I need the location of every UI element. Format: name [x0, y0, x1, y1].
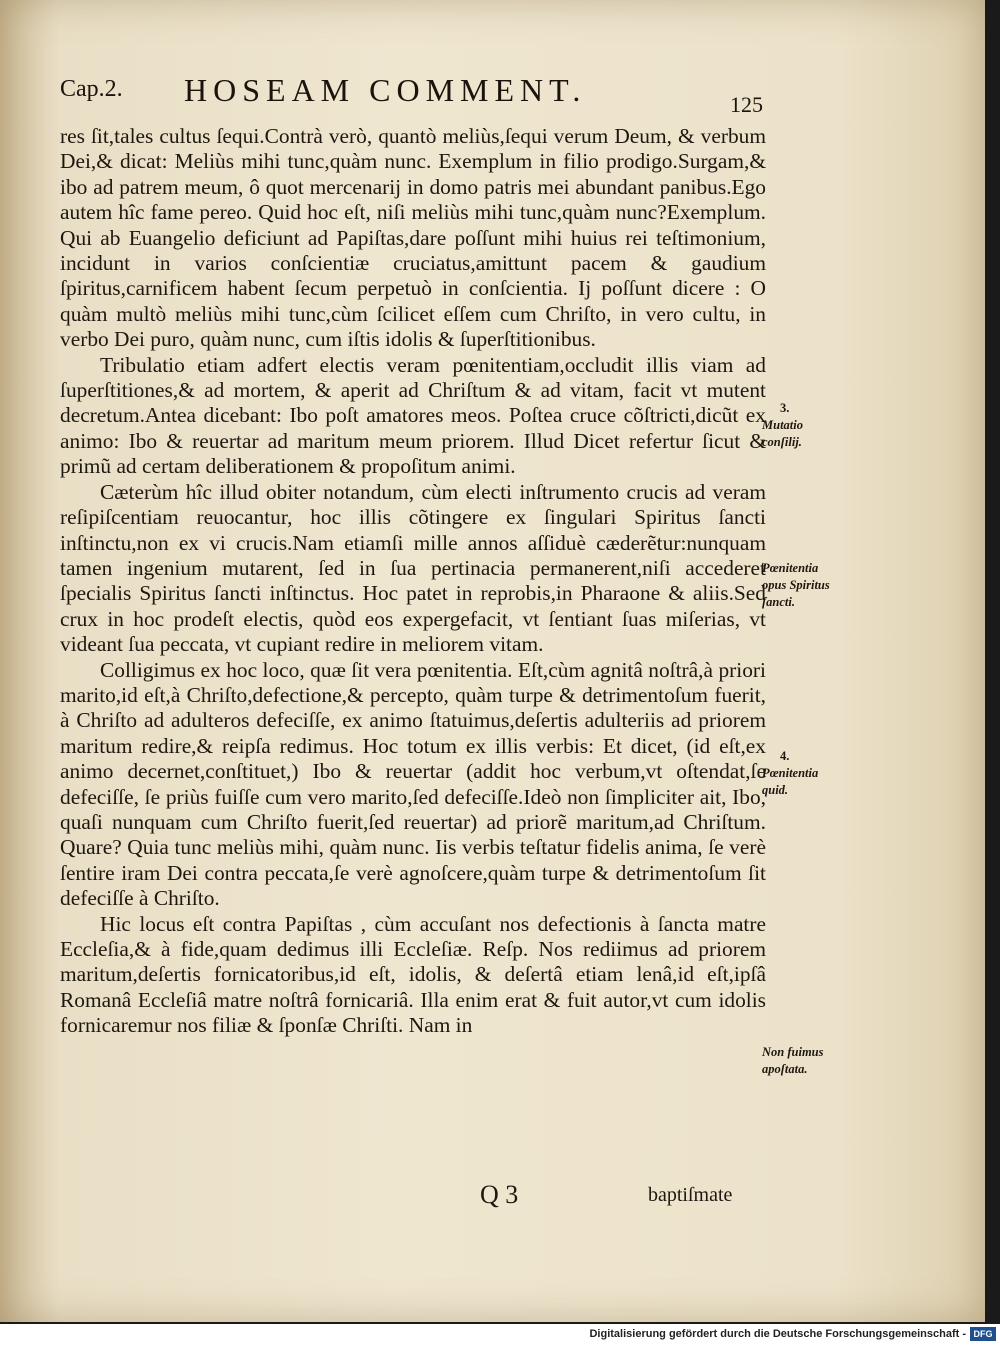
paragraph-4: Colligimus ex hoc loco, quæ ſit vera pœnitentia. Eſt,cùm agnitâ noſtrâ,à priori marito,id eſt,à Chriſto,defectione,& percepto, quàm turpe & detrimentoſum fuerit, à Chriſto ad adulteros defeciſſe, ex animo ſtatuimus,deſertis adulteriis ad priorem maritum redire,& reipſa redimus. Hoc totum ex illis verbis: Et dicet, (id eſt,ex animo decernet,conſtituet,) Ibo & reuertar (addit hoc verbum,vt oſtendat,ſe defeciſſe, ſe priùs fuiſſe cum vero marito,ſed defeciſſe.Ideò non ſimpliciter ait, Ibo, quaſi nunquam cum Chriſto fuerit,ſed reuertar) ad priorẽ maritum,ad Chriſtum. Quare? Quia tunc meliùs mihi, quàm nunc. Iis verbis teſtatur fidelis anima, ſe verè ſentire iram Dei contra peccata,ſe verè agnoſcere,quàm turpe & detrimentoſum ſit defeciſſe à Chriſto. — [60, 657, 766, 911]
signature-mark: Q 3 — [480, 1180, 519, 1209]
margin-note-number: 4. — [780, 749, 790, 763]
main-text — [60, 124, 766, 1039]
margin-note-text: Mutatio conſilij. — [762, 418, 803, 449]
margin-note-poenitentia-quid — [762, 748, 840, 799]
page-header — [60, 72, 770, 117]
footer-credit: Digitalisierung gefördert durch die Deutsche Forschungsgemeinschaft - — [589, 1328, 966, 1340]
catchword: baptiſmate — [648, 1184, 733, 1206]
margin-note-poenitentia-opus — [762, 560, 840, 611]
running-title: HOSEAM COMMENT. — [184, 72, 587, 108]
dfg-logo: DFG — [970, 1327, 996, 1341]
margin-note-text: Pœnitentia quid. — [762, 766, 819, 797]
margin-note-text: Pœnitentia opus Spiritus ſancti. — [762, 561, 830, 609]
paragraph-3: Cæterùm hîc illud obiter notandum, cùm electi inſtrumento crucis ad veram reſipiſcentiam reuocantur, hoc illis cõtingere ex ſingulari Spiritus ſancti inſtinctu,non ex vi crucis.Nam etiamſi mille annos aſſiduè cæderẽtur:nunquam tamen ingenium mutarent, ſed in ſua pertinacia permanerent,niſi accederet ſpecialis Spiritus ſancti inſtinctus. Hoc patet in reprobis,in Pharaone & aliis.Sed crux in hoc prodeſt electis, quòd eos expergefacit, vt ſentiant ſuas miſerias, vt videant ſua peccata, vt cupiant redire in meliorem vitam. — [60, 479, 766, 657]
paragraph-5: Hic locus eſt contra Papiſtas , cùm accuſant nos defectionis à ſancta matre Eccleſia,& à fide,quam dedimus illi Eccleſiæ. Reſp. Nos rediimus ad priorem maritum,deſertis fornicatoribus,id eſt, idolis, & deſertâ etiam lenâ,id eſt,ipſâ Romanâ Eccleſiâ matre noſtrâ fornicariâ. Illa enim erat & fuit autor,vt cum idolis fornicaremur nos filiæ & ſponſæ Chriſti. Nam in — [60, 911, 766, 1038]
margin-note-mutatio — [762, 400, 840, 451]
margin-note-non-fuimus — [762, 1044, 840, 1078]
page-number: 125 — [730, 92, 763, 117]
chapter-label: Cap.2. — [60, 76, 123, 102]
margin-note-number: 3. — [780, 401, 790, 415]
paragraph-2: Tribulatio etiam adfert electis veram pœnitentiam,occludit illis viam ad ſuperſtitiones,& ad mortem, & aperit ad Chriſtum & ad vitam, facit vt mutent decretum.Antea dicebant: Ibo poſt amatores meos. Poſtea cruce cõſtricti,dicũt ex animo: Ibo & reuertar ad maritum meum priorem. Illud Dicet refertur ſicut & primũ ad certam deliberationem & propoſitum animi. — [60, 352, 766, 479]
paragraph-1: res ſit,tales cultus ſequi.Contrà verò, quantò meliùs,ſequi verum Deum, & verbum Dei,& dicat: Meliùs mihi tunc,quàm nunc. Exemplum in filio prodigo.Surgam,& ibo ad patrem meum, ô quot mercenarij in domo patris mei abundant panibus.Ego autem hîc fame pereo. Quid hoc eſt, niſi meliùs mihi tunc,quàm nunc?Exemplum. Qui ab Euangelio deficiunt ad Papiſtas,dare poſſunt mihi huius rei teſtimonium, incidunt in varios conſcientiæ cruciatus,amittunt pacem & gaudium ſpiritus,carnificem habent ſecum perpetuò in conſcientia. Ij poſſunt dicere : O quàm multò meliùs mihi tunc,cùm ſcilicet eſſem cum Chriſto, in vero cultu, in verbo Dei puro, quàm nunc, cum iſtis idolis & ſuperſtitionibus. — [60, 124, 766, 352]
margin-note-text: Non fuimus apoſtata. — [762, 1045, 824, 1076]
footer-bar — [0, 1324, 1000, 1346]
